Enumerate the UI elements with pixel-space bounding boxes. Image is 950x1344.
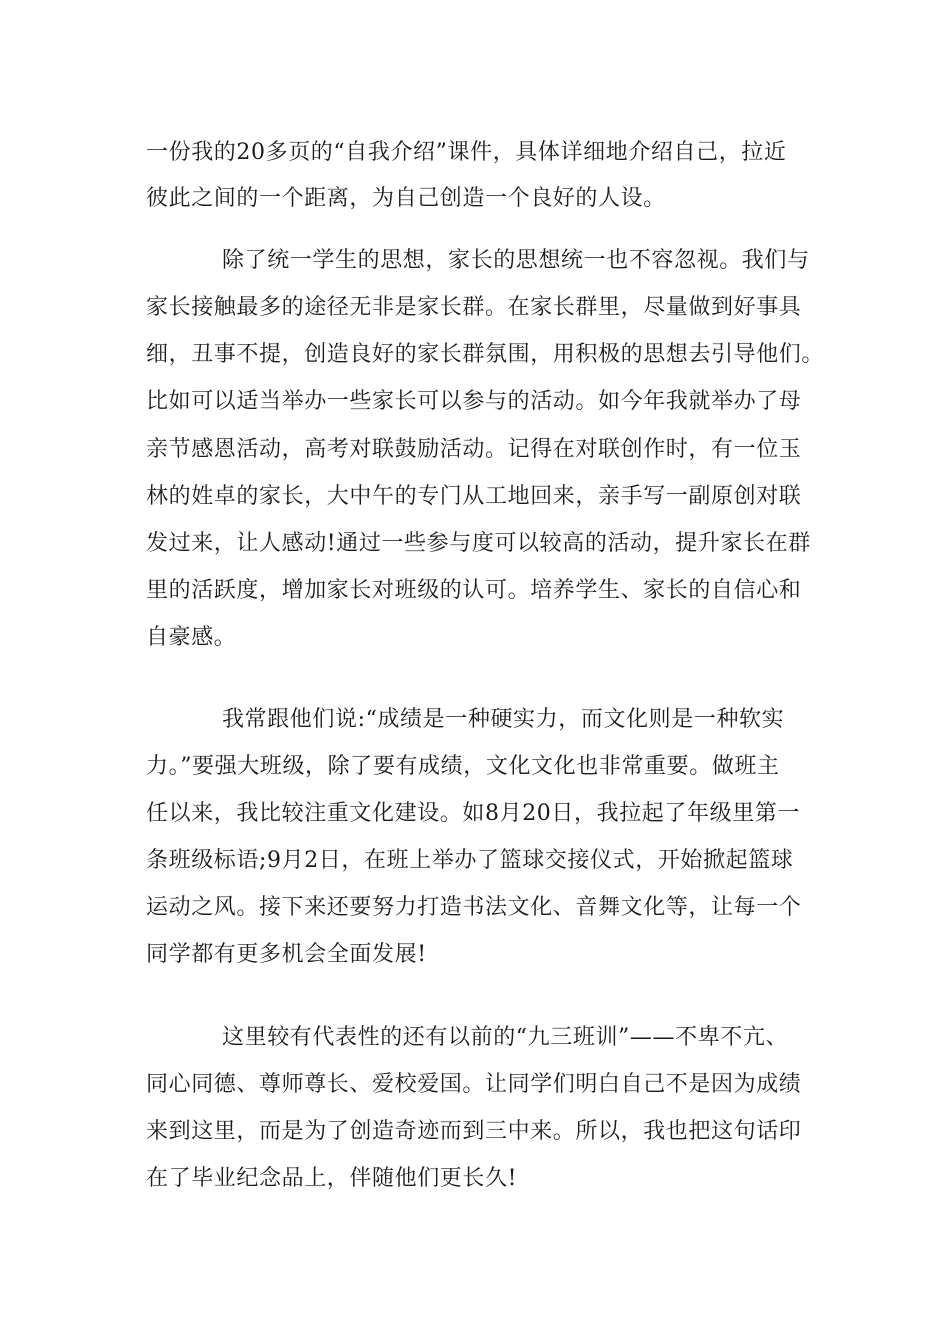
paragraph-3-line-1: 我常跟他们说:“成绩是一种硬实力，而文化则是一种软实 xyxy=(222,707,785,732)
paragraph-4-line-1: 这里较有代表性的还有以前的“九三班训”——不卑不亢、 xyxy=(222,1025,789,1050)
paragraph-3-line-5: 运动之风。接下来还要努力打造书法文化、音舞文化等，让每一个 xyxy=(146,895,802,920)
paragraph-1-line-2: 彼此之间的一个距离，为自己创造一个良好的人设。 xyxy=(146,186,666,211)
paragraph-4-line-2: 同心同德、尊师尊长、爱校爱国。让同学们明白自己不是因为成绩 xyxy=(146,1072,802,1097)
paragraph-4-line-4: 在了毕业纪念品上，伴随他们更长久! xyxy=(146,1166,518,1191)
paragraph-4-line-3: 来到这里，而是为了创造奇迹而到三中来。所以，我也把这句话印 xyxy=(146,1119,802,1144)
paragraph-3-line-4: 条班级标语;9月2日，在班上举办了篮球交接仪式，开始掀起篮球 xyxy=(146,848,794,873)
paragraph-2-line-8: 里的活跃度，增加家长对班级的认可。培养学生、家长的自信心和 xyxy=(146,578,802,603)
paragraph-2-line-3: 细，丑事不提，创造良好的家长群氛围，用积极的思想去引导他们。 xyxy=(146,342,825,367)
paragraph-2-line-5: 亲节感恩活动，高考对联鼓励活动。记得在对联创作时，有一位玉 xyxy=(146,437,802,462)
paragraph-2-line-7: 发过来，让人感动!通过一些参与度可以较高的活动，提升家长在群 xyxy=(146,531,811,556)
paragraph-2-line-2: 家长接触最多的途径无非是家长群。在家长群里，尽量做到好事具 xyxy=(146,295,802,320)
paragraph-3-line-2: 力。”要强大班级，除了要有成绩，文化文化也非常重要。做班主 xyxy=(146,754,780,779)
paragraph-2-line-6: 林的姓卓的家长，大中午的专门从工地回来，亲手写一副原创对联 xyxy=(146,484,802,509)
paragraph-2-line-9: 自豪感。 xyxy=(146,625,237,650)
paragraph-2-line-1: 除了统一学生的思想，家长的思想统一也不容忽视。我们与 xyxy=(222,248,810,273)
paragraph-1-line-1: 一份我的20多页的“自我介绍”课件，具体详细地介绍自己，拉近 xyxy=(146,140,787,165)
paragraph-2-line-4: 比如可以适当举办一些家长可以参与的活动。如今年我就举办了母 xyxy=(146,389,802,414)
paragraph-3-line-3: 任以来，我比较注重文化建设。如8月20日，我拉起了年级里第一 xyxy=(146,801,800,826)
paragraph-3-line-6: 同学都有更多机会全面发展! xyxy=(146,942,427,967)
